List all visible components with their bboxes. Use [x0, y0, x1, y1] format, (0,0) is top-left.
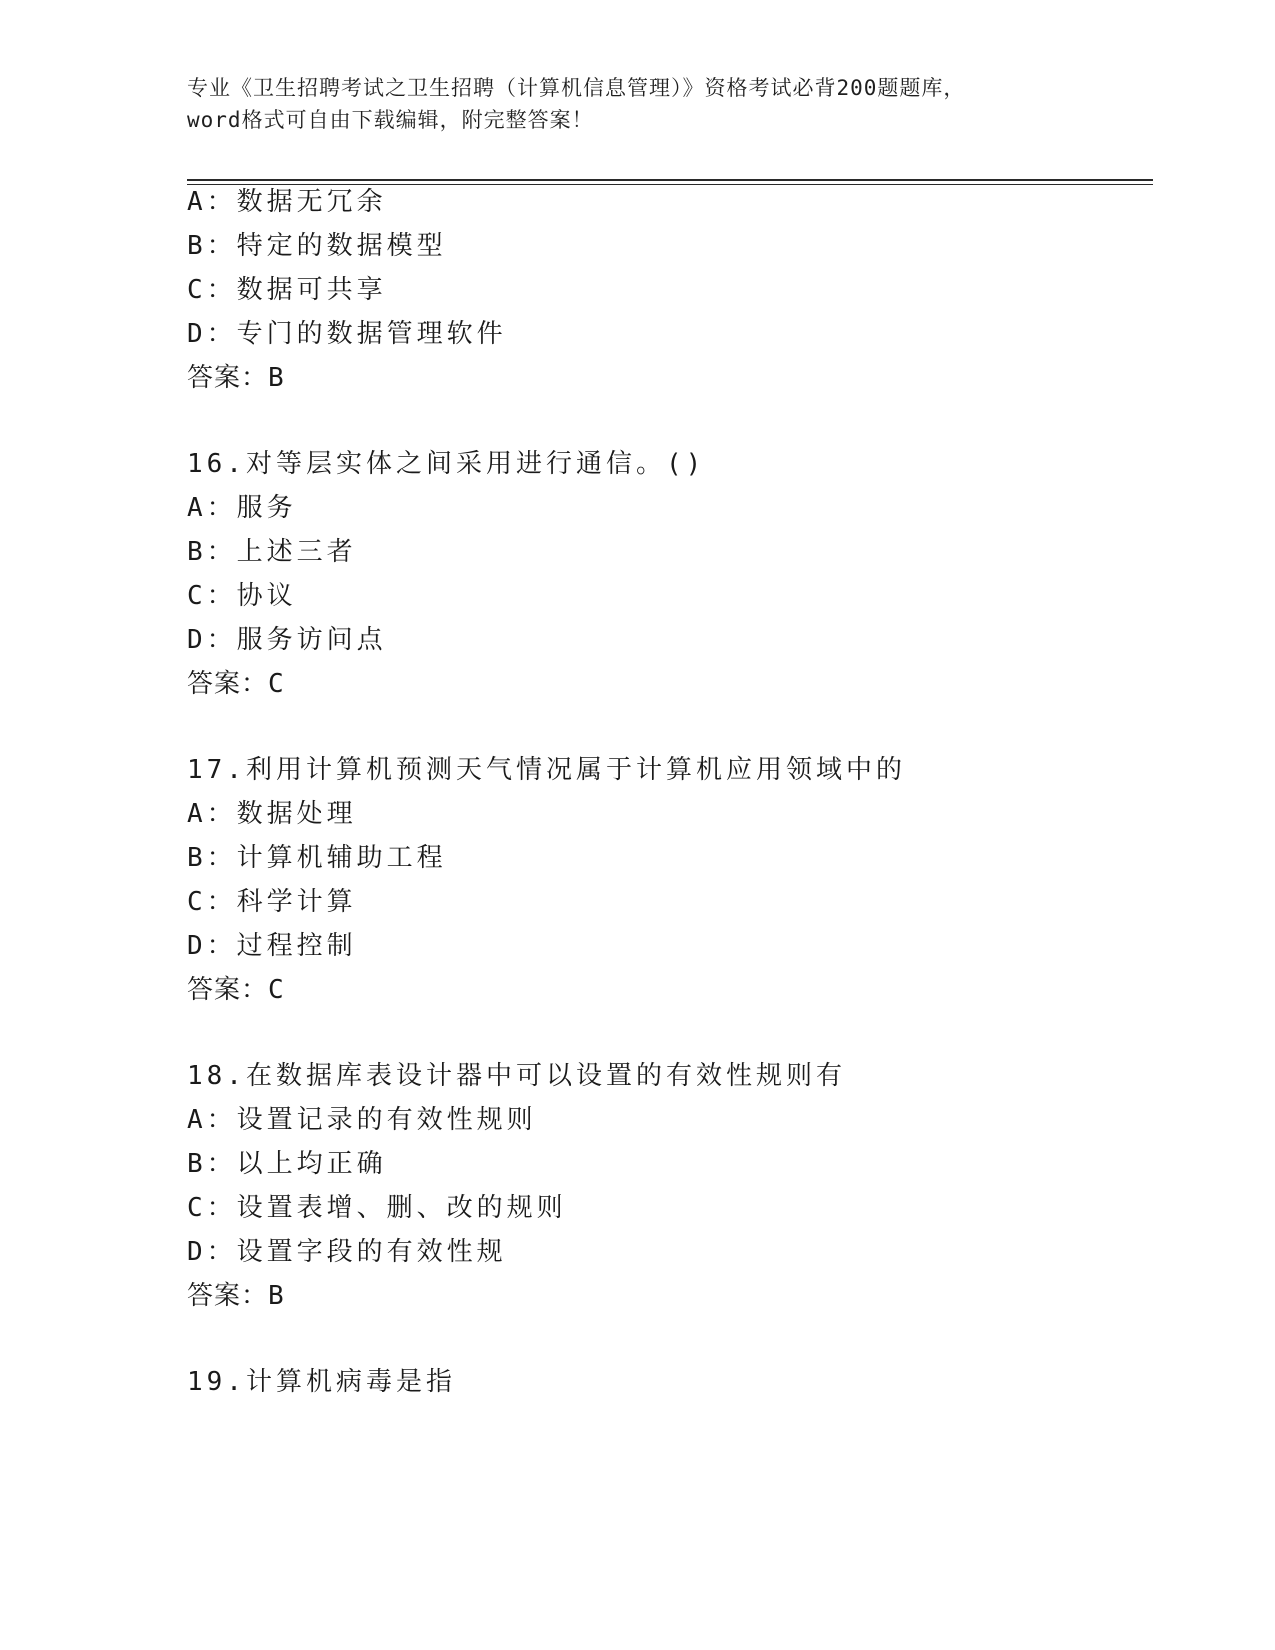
q17-option-d: D：过程控制	[187, 931, 357, 961]
document-header	[187, 72, 1087, 136]
q18-question: 18.在数据库表设计器中可以设置的有效性规则有	[187, 1061, 846, 1091]
header-line-1: 专业《卫生招聘考试之卫生招聘（计算机信息管理）》资格考试必背200题题库，	[187, 76, 966, 100]
q17-answer: 答案：C	[187, 975, 285, 1005]
q17-option-b: B：计算机辅助工程	[187, 843, 447, 873]
q15-option-b: B：特定的数据模型	[187, 231, 447, 261]
q17-question: 17.利用计算机预测天气情况属于计算机应用领域中的	[187, 755, 906, 785]
q15-answer: 答案：B	[187, 363, 285, 393]
q16-question: 16.对等层实体之间采用进行通信。()	[187, 449, 706, 479]
q15-option-d: D：专门的数据管理软件	[187, 319, 507, 349]
q18-option-a: A：设置记录的有效性规则	[187, 1105, 537, 1135]
q15-option-a: A：数据无冗余	[187, 187, 387, 217]
q16-answer: 答案：C	[187, 669, 285, 699]
q16-option-c: C：协议	[187, 581, 297, 611]
q19-question: 19.计算机病毒是指	[187, 1367, 456, 1397]
q17-option-c: C：科学计算	[187, 887, 357, 917]
q18-answer: 答案：B	[187, 1281, 285, 1311]
header-line-2: word格式可自由下载编辑，附完整答案！	[187, 108, 594, 132]
q18-option-c: C：设置表增、删、改的规则	[187, 1193, 567, 1223]
header-divider	[187, 179, 1153, 185]
q16-option-a: A：服务	[187, 493, 297, 523]
q17-option-a: A：数据处理	[187, 799, 357, 829]
q16-option-b: B：上述三者	[187, 537, 357, 567]
q16-option-d: D：服务访问点	[187, 625, 387, 655]
q18-option-d: D：设置字段的有效性规	[187, 1237, 507, 1267]
q15-option-c: C：数据可共享	[187, 275, 387, 305]
q18-option-b: B：以上均正确	[187, 1149, 387, 1179]
